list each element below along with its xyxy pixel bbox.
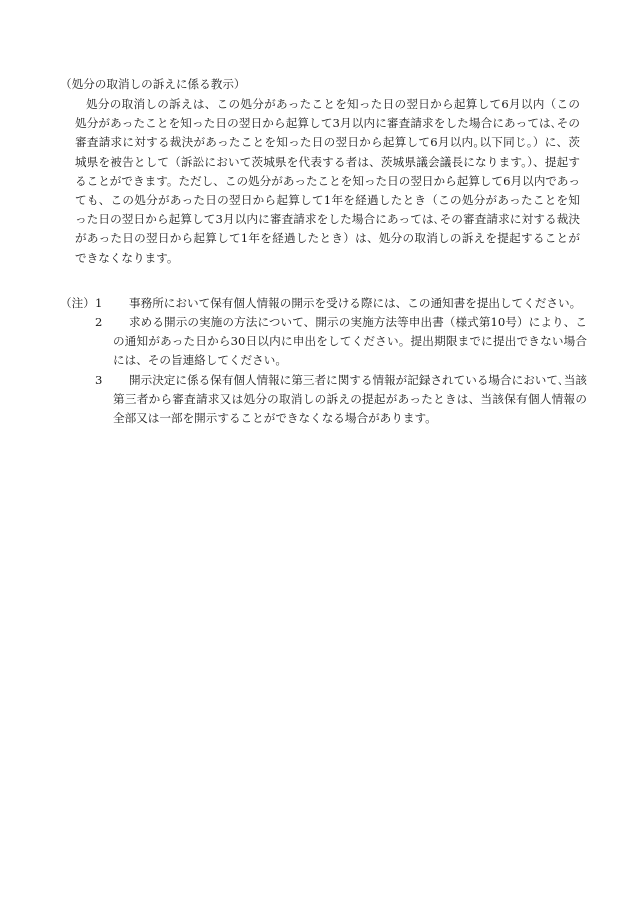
note-item	[95, 371, 587, 429]
note-number: 2	[95, 315, 103, 329]
notes-label: （注）	[60, 296, 95, 310]
note-text: 求める開示の実施の方法について、開示の実施方法等申出書（様式第10号）により、この通知があった日から30日以内に申出をしてください。提出期限までに提出できない場合には、その旨連絡してください。	[113, 315, 587, 368]
section-heading: （処分の取消しの訴えに係る教示）	[60, 77, 246, 91]
note-number: 3	[95, 373, 103, 387]
note-text: 開示決定に係る保有個人情報に第三者に関する情報が記録されている場合において､当該第三者から審査請求又は処分の取消しの訴えの提起があったときは、当該保有個人情報の全部又は一部を開示することができなくなる場合があります。	[113, 373, 587, 426]
note-item	[95, 294, 587, 313]
note-number: 1	[95, 296, 103, 310]
note-text: 事務所において保有個人情報の開示を受ける際には、この通知書を提出してください。	[129, 296, 582, 310]
note-item	[95, 313, 587, 371]
appeal-instruction-paragraph: 処分の取消しの訴えは、この処分があったことを知った日の翌日から起算して6月以内（この処分があったことを知った日の翌日から起算して3月以内に審査請求をした場合にあっては､その審査請求に対する裁決があったことを知った日の翌日から起算して6月以内｡以下同じ｡）に、茨城県を被告として（訴訟において茨城県を代表する者は、茨城県議会議長になります。）、提起することができます。ただし、この処分があったことを知った日の翌日から起算して6月以内であっても、この処分があった日の翌日から起算して1年を経過したとき（この処分があったことを知った日の翌日から起算して3月以内に審査請求をした場合にあっては､その審査請求に対する裁決があった日の翌日から起算して1年を経過したとき）は、処分の取消しの訴えを提起することができなくなります。	[75, 97, 580, 265]
